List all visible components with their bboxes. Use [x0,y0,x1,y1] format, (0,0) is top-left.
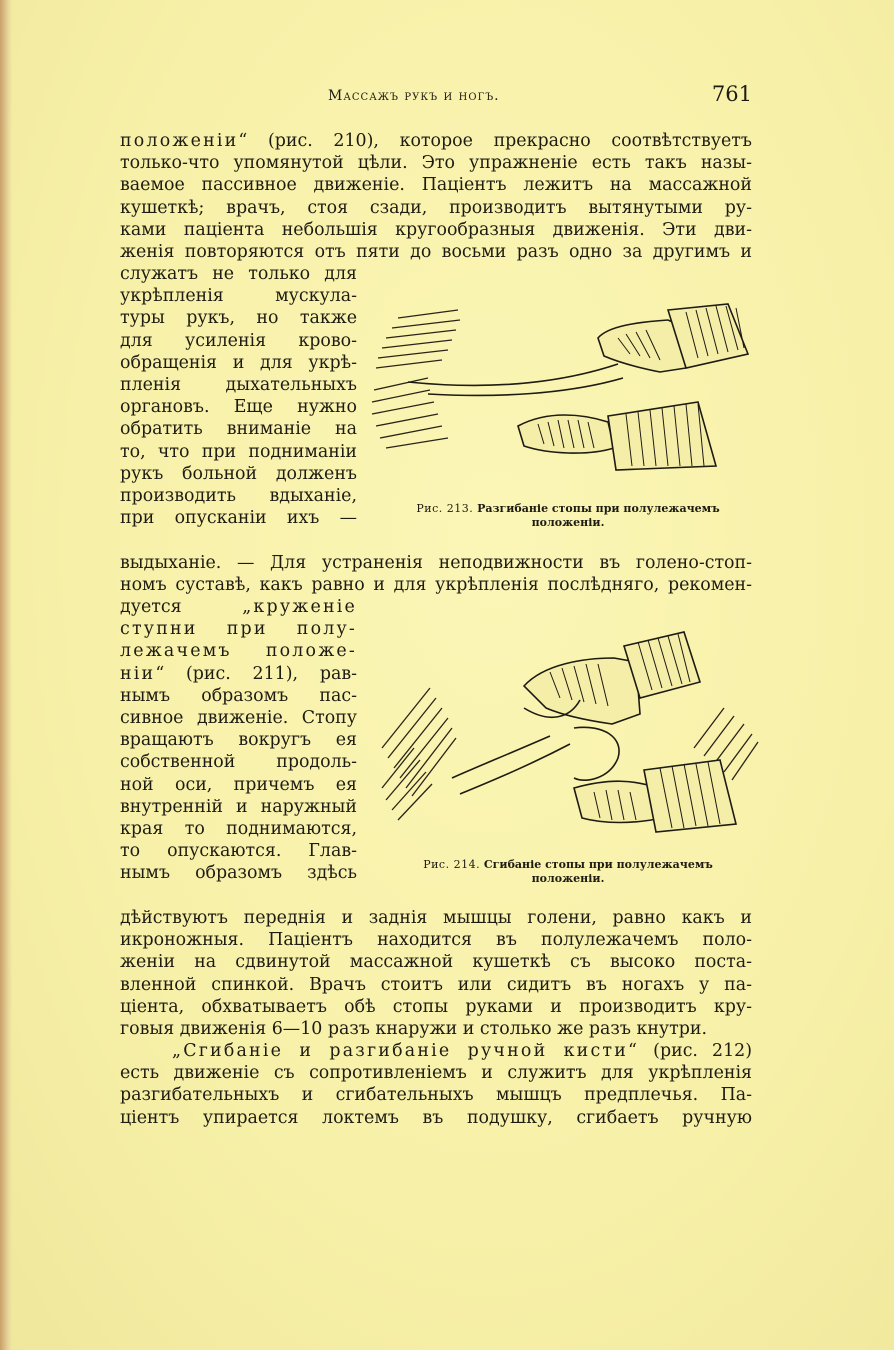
spaced-term: „круженіе [242,597,357,617]
text-line: женія повторяются отъ пяти до восьми разъ одно за другимъ и [120,241,752,262]
figure-213-caption-line1: Разгибаніе стопы при полулежачемъ [477,502,720,515]
text-line: говыя движенія 6—10 разъ кнаружи и столько же разъ кнутри. [120,1018,708,1039]
figure-213-illustration [368,298,760,486]
text-line: ной оси, причемъ ея [120,774,357,795]
text-line: ваемое пассивное движеніе. Паціентъ лежитъ на массажной [120,175,752,196]
text-fragment: “ (рис. 210), которое прекрасно соотвѣтствуетъ [238,131,752,151]
text-line: то, что при подниманіи [120,441,357,462]
figure-214-illustration [374,628,760,848]
text-line [120,1040,752,1062]
figure-214 [374,628,760,848]
text-line: номъ суставѣ, какъ равно и для укрѣпленія послѣдняго, рекомен- [120,575,752,596]
text-line: нымъ образомъ здѣсь [120,863,357,884]
text-fragment: “ (рис. 211), рав- [155,663,357,684]
figure-214-caption-line1: Сгибаніе стопы при полулежачемъ [483,858,713,871]
figure-213 [368,298,760,486]
text-line: нымъ образомъ пас- [120,685,357,706]
text-line: собственной продоль- [120,752,357,773]
paragraph-3 [120,907,752,1040]
page-header [120,84,752,114]
text-line: икроножныя. Паціентъ находится въ полулежачемъ поло- [120,930,752,951]
text-line [120,130,752,152]
paragraph-2 [120,552,752,596]
text-line: укрѣпленія мускула- [120,286,357,307]
text-line: женіи на сдвинутой массажной кушеткѣ съ высоко поста- [120,952,752,973]
text-line: дѣйствуютъ переднія и заднія мышцы голени, равно какъ и [120,908,752,928]
text-line: сивное движеніе. Стопу [120,707,357,728]
text-line: обратить вниманіе на [120,419,357,440]
paragraph-1 [120,130,752,263]
running-title: Массажъ рукъ и ногъ. [328,88,500,104]
text-line: ками паціента небольшія кругообразныя движенія. Эти дви- [120,219,752,240]
paragraph-4 [120,1040,752,1129]
text-line: края то поднимаются, [120,818,357,839]
figure-214-number: Рис. 214. [423,858,481,871]
figure-213-caption-line2: положеніи. [531,516,605,529]
text-line [120,663,357,685]
text-line: кушеткѣ; врачъ, стоя сзади, производитъ вытянутыми ру- [120,197,752,218]
text-line [120,596,357,618]
text-line: ступни при полу- [120,619,357,640]
text-fragment: (рис. 212) [639,1041,752,1061]
spaced-term: положеніи [120,131,239,151]
spaced-term: ніи [120,663,156,684]
wrapped-text-2 [120,596,357,884]
figure-214-caption-line2: положеніи. [531,872,605,885]
text-line: для усиленія крово- [120,330,357,351]
text-line: есть движеніе съ сопротивленіемъ и служитъ для укрѣпленія [120,1063,752,1084]
text-line: то опускаются. Глав- [120,841,357,862]
text-line: рукъ больной долженъ [120,463,357,484]
text-line: внутренній и наружный [120,796,357,817]
text-line: вращаютъ вокругъ ея [120,730,357,751]
spaced-term: „Сгибаніе и разгибаніе ручной кисти“ [172,1041,640,1061]
figure-213-caption [376,502,760,530]
text-line: ціента, обхватываетъ обѣ стопы руками и производитъ кру- [120,996,752,1017]
figure-213-number: Рис. 213. [416,502,474,515]
text-line: только-что упомянутой цѣли. Это упражненіе есть такъ назы- [120,153,752,174]
text-line: разгибательныхъ и сгибательныхъ мышцъ предплечья. Па- [120,1085,752,1106]
figure-214-caption [376,858,760,886]
text-line: обращенія и для укрѣ- [120,352,357,373]
text-line: пленія дыхательныхъ [120,374,357,395]
text-line: служатъ не только для [120,264,357,284]
text-fragment: дуется [120,597,243,617]
text-line: производить вдыханіе, [120,485,357,506]
text-line: органовъ. Еще нужно [120,397,357,418]
text-line: при опусканіи ихъ — [120,508,357,529]
text-line: вленной спинкой. Врачъ стоитъ или сидитъ въ ногахъ у па- [120,974,752,995]
text-line: ціентъ упирается локтемъ въ подушку, сгибаетъ ручную [120,1107,752,1128]
page-number: 761 [711,82,752,106]
text-line: выдыханіе. — Для устраненія неподвижности въ голено-стоп- [120,553,752,573]
page-edge-shadow [0,0,12,1350]
text-line: туры рукъ, но также [120,308,357,329]
text-line: лежачемъ положе- [120,641,357,662]
wrapped-text-1 [120,263,357,529]
